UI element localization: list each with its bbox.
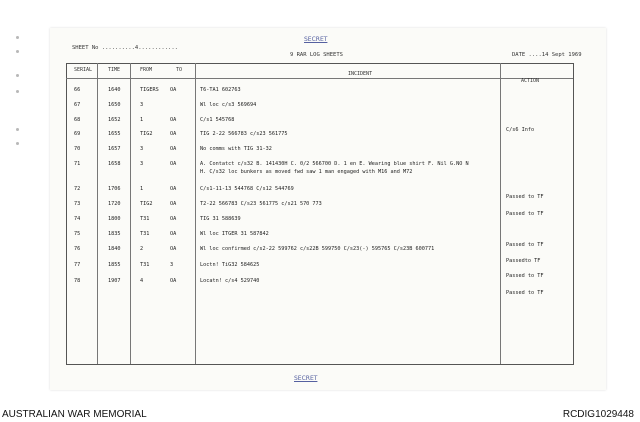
row-from: T31 xyxy=(140,262,150,268)
col-action: ACTION xyxy=(521,78,540,84)
row-to: 3 xyxy=(170,262,174,268)
row-serial: 70 xyxy=(74,146,81,152)
col-serial: SERIAL xyxy=(74,67,93,73)
row-from: 2 xyxy=(140,246,144,252)
row-action: Passed to TF xyxy=(506,290,544,296)
row-serial: 77 xyxy=(74,262,81,268)
row-time: 1655 xyxy=(108,131,121,137)
row-from: 3 xyxy=(140,102,144,108)
row-to: OA xyxy=(170,131,177,137)
reference-id: RCDIG1029448 xyxy=(562,409,634,420)
row-incident: A. Contatct c/s32 B. 141430H C. 0/2 566700 D. 1 en E. Wearing blue shirt F. Nil G.NO N xyxy=(200,161,469,167)
sheet-number: SHEET No ..........4............ xyxy=(72,45,178,51)
row-incident: H. C/s32 loc bunkers as moved fwd saw 1 man engaged with M16 and M72 xyxy=(200,169,413,175)
row-incident: C/s1-11-13 544768 C/s12 544769 xyxy=(200,186,294,192)
row-serial: 66 xyxy=(74,87,81,93)
row-serial: 72 xyxy=(74,186,81,192)
row-serial: 67 xyxy=(74,102,81,108)
row-time: 1706 xyxy=(108,186,121,192)
row-to: OA xyxy=(170,278,177,284)
row-serial: 78 xyxy=(74,278,81,284)
page-title: 9 RAR LOG SHEETS xyxy=(290,52,343,58)
date-field: DATE ....14 Sept 1969 xyxy=(512,52,582,58)
row-incident: TIG 2-22 566783 c/s23 561775 xyxy=(200,131,288,137)
row-incident: T6-TA1 602763 xyxy=(200,87,241,93)
row-action: Passed to TF xyxy=(506,211,544,217)
row-time: 1650 xyxy=(108,102,121,108)
row-action: Passed to TF xyxy=(506,273,544,279)
row-to: OA xyxy=(170,146,177,152)
row-incident: Wl loc c/s3 569694 xyxy=(200,102,257,108)
row-serial: 68 xyxy=(74,117,81,123)
row-to: OA xyxy=(170,201,177,207)
row-serial: 71 xyxy=(74,161,81,167)
row-from: T31 xyxy=(140,216,150,222)
secret-stamp-top: SECRET xyxy=(304,36,328,43)
row-from: TIGERS xyxy=(140,87,159,93)
col-time: TIME xyxy=(108,67,121,73)
row-serial: 74 xyxy=(74,216,81,222)
log-table xyxy=(66,63,574,365)
row-to: OA xyxy=(170,216,177,222)
row-from: 4 xyxy=(140,278,144,284)
row-from: 3 xyxy=(140,161,144,167)
row-action: C/s6 Info xyxy=(506,127,535,133)
institution-credit: AUSTRALIAN WAR MEMORIAL xyxy=(2,409,147,420)
row-to: OA xyxy=(170,186,177,192)
row-serial: 69 xyxy=(74,131,81,137)
row-from: T31 xyxy=(140,231,150,237)
col-from: FROM xyxy=(140,67,153,73)
row-to: OA xyxy=(170,231,177,237)
row-to: OA xyxy=(170,117,177,123)
col-to: TO xyxy=(176,67,183,73)
row-serial: 73 xyxy=(74,201,81,207)
row-time: 1652 xyxy=(108,117,121,123)
row-time: 1835 xyxy=(108,231,121,237)
row-incident: Wl loc ITGER 31 587842 xyxy=(200,231,269,237)
row-incident: Wl loc confirmed c/s2-22 599762 c/s22B 599750 C/s23(-) 595765 C/s23B 600771 xyxy=(200,246,435,252)
binder-holes xyxy=(16,30,24,180)
row-serial: 75 xyxy=(74,231,81,237)
row-incident: No comms with TIG 31-32 xyxy=(200,146,272,152)
row-serial: 76 xyxy=(74,246,81,252)
row-from: 1 xyxy=(140,117,144,123)
row-action: Passedto TF xyxy=(506,258,541,264)
row-time: 1800 xyxy=(108,216,121,222)
row-to: OA xyxy=(170,246,177,252)
row-time: 1840 xyxy=(108,246,121,252)
row-time: 1640 xyxy=(108,87,121,93)
row-time: 1658 xyxy=(108,161,121,167)
row-time: 1720 xyxy=(108,201,121,207)
row-incident: C/s1 545768 xyxy=(200,117,235,123)
row-incident: T2-22 566783 C/s23 561775 c/s21 570 773 xyxy=(200,201,322,207)
row-to: OA xyxy=(170,87,177,93)
row-from: 3 xyxy=(140,146,144,152)
row-from: TIG2 xyxy=(140,131,153,137)
row-time: 1657 xyxy=(108,146,121,152)
row-to: OA xyxy=(170,161,177,167)
row-incident: Locatn! c/s4 529740 xyxy=(200,278,260,284)
row-time: 1855 xyxy=(108,262,121,268)
secret-stamp-bottom: SECRET xyxy=(294,375,318,382)
row-from: TIG2 xyxy=(140,201,153,207)
row-time: 1907 xyxy=(108,278,121,284)
row-action: Passed to TF xyxy=(506,242,544,248)
row-from: 1 xyxy=(140,186,144,192)
row-incident: Loctn! TiG32 584625 xyxy=(200,262,260,268)
row-incident: TIG 31 588639 xyxy=(200,216,241,222)
row-action: Passed to TF xyxy=(506,194,544,200)
col-incident: INCIDENT xyxy=(348,71,373,77)
